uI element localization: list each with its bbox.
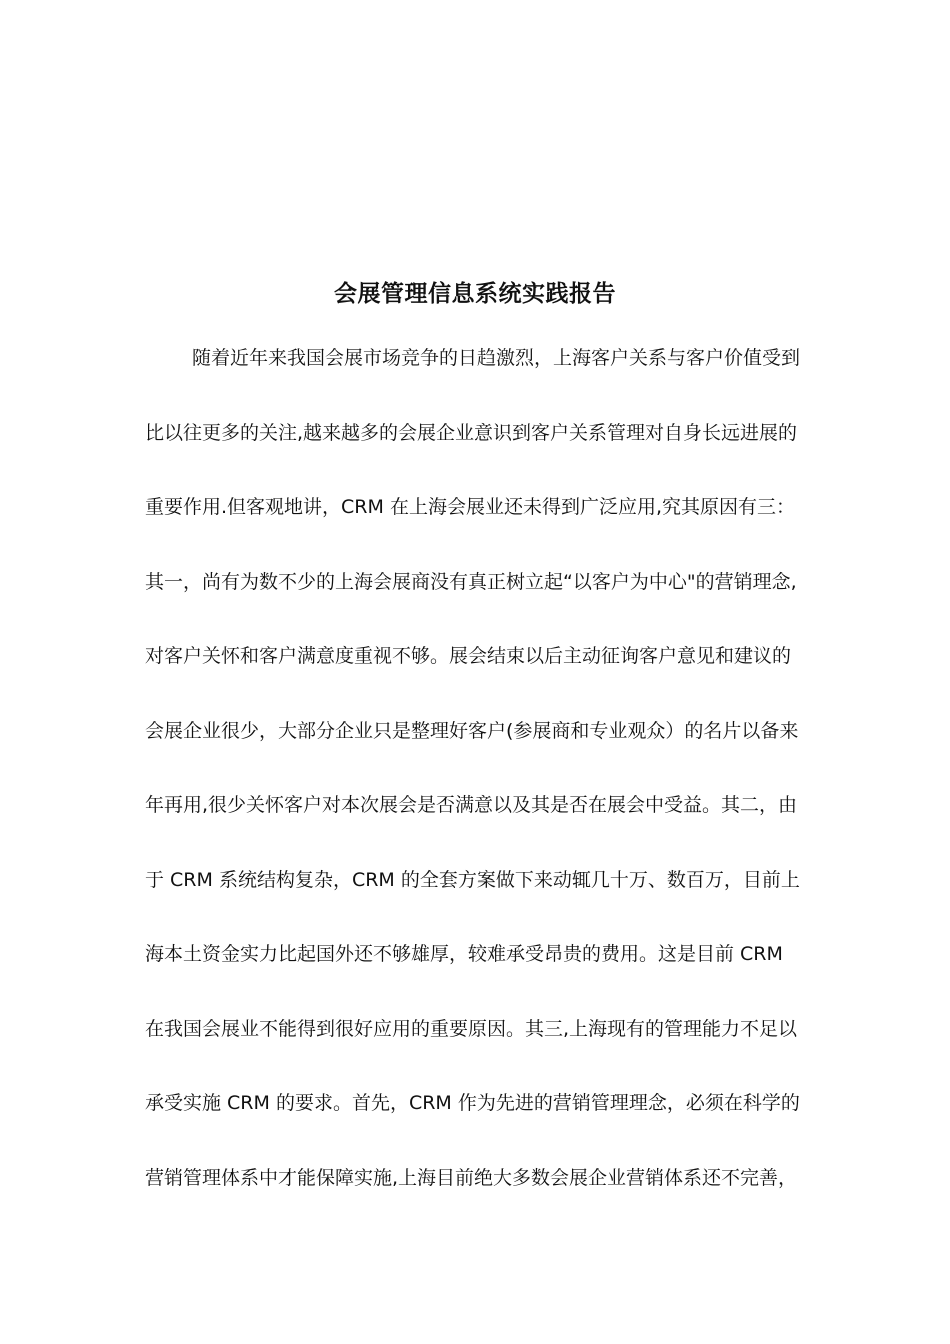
document-title: 会展管理信息系统实践报告: [334, 281, 616, 307]
paragraph-line: 随着近年来我国会展市场竞争的日趋激烈，上海客户关系与客户价值受到: [192, 347, 801, 369]
document-body: [145, 340, 815, 1234]
paragraph-line: 海本土资金实力比起国外还不够雄厚，较难承受昂贵的费用。这是目前 CRM: [145, 943, 783, 965]
paragraph-line: 在我国会展业不能得到很好应用的重要原因。其三,上海现有的管理能力不足以: [145, 1017, 798, 1040]
paragraph-line: 比以往更多的关注,越来越多的会展企业意识到客户关系管理对自身长远进展的: [145, 421, 798, 444]
paragraph-line: 重要作用.但客观地讲，CRM 在上海会展业还未得到广泛应用,究其原因有三：: [145, 496, 795, 518]
paragraph-line: 年再用,很少关怀客户对本次展会是否满意以及其是否在展会中受益。其二，由: [145, 794, 798, 816]
paragraph-line: 承受实施 CRM 的要求。首先，CRM 作为先进的营销管理理念，必须在科学的: [145, 1092, 800, 1114]
paragraph-line: 其一，尚有为数不少的上海会展商没有真正树立起“以客户为中心"的营销理念,: [145, 570, 797, 593]
paragraph-line: 营销管理体系中才能保障实施,上海目前绝大多数会展企业营销体系还不完善，: [145, 1166, 798, 1189]
paragraph-line: 于 CRM 系统结构复杂，CRM 的全套方案做下来动辄几十万、数百万，目前上: [145, 868, 800, 891]
paragraph-line: 会展企业很少，大部分企业只是整理好客户(参展商和专业观众）的名片以备来: [145, 719, 799, 742]
paragraph-line: 对客户关怀和客户满意度重视不够。展会结束以后主动征询客户意见和建议的: [145, 645, 792, 667]
